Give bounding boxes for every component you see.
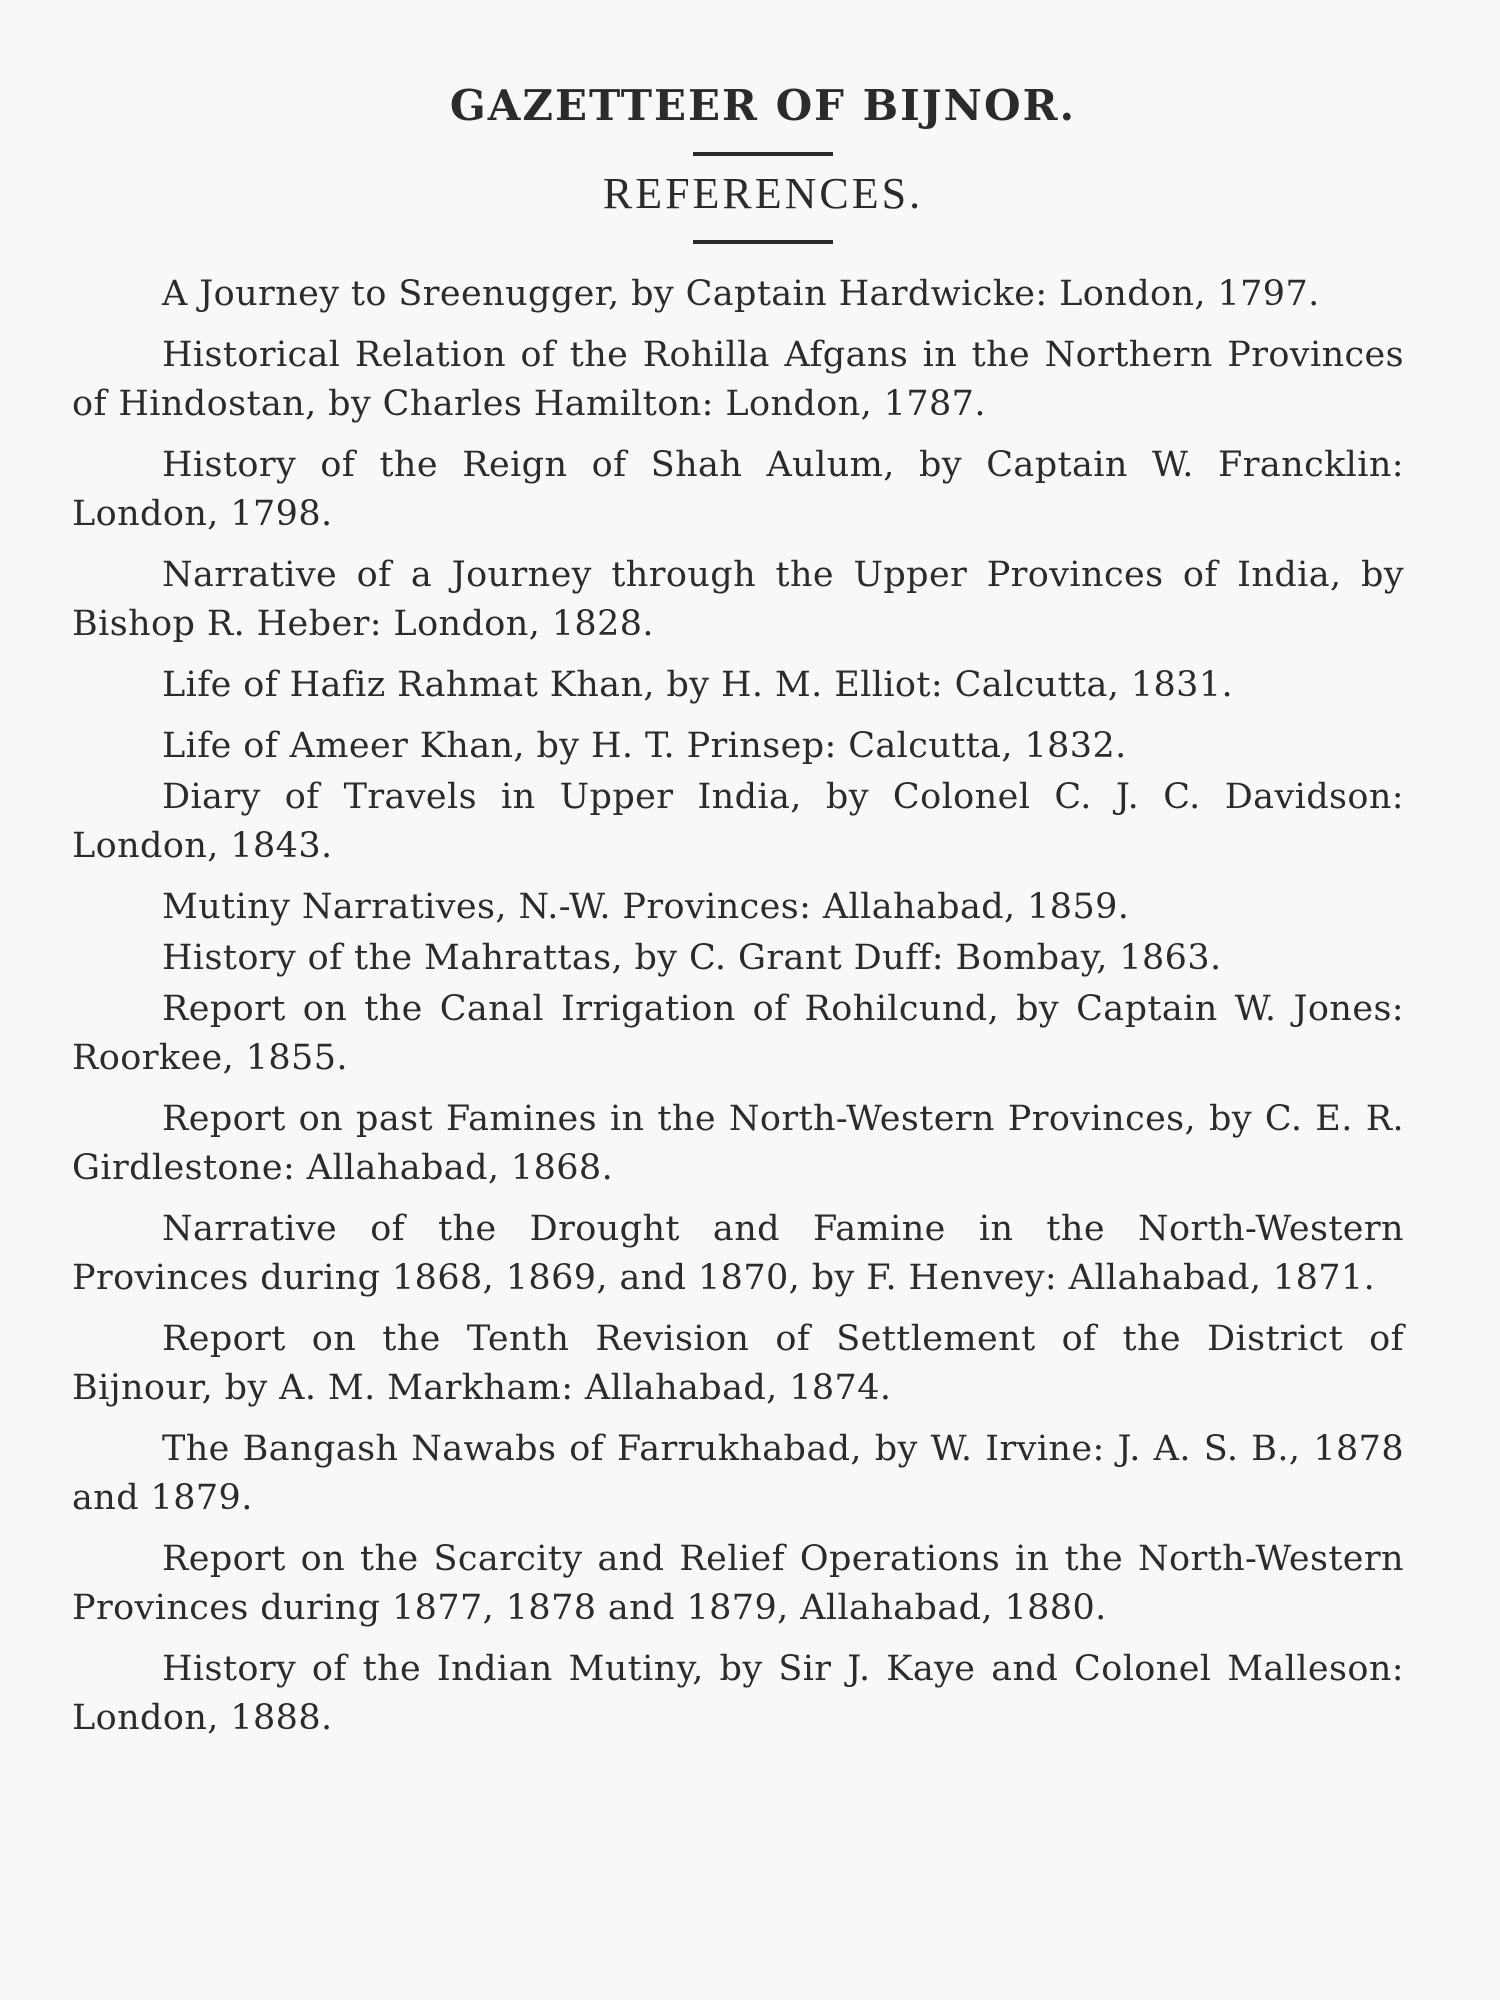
reference-item: History of the Reign of Shah Aulum, by Captain W. Francklin: London, 1798. bbox=[72, 445, 1404, 534]
section-divider bbox=[693, 240, 833, 244]
reference-item: Report on the Scarcity and Relief Operations in the North-Western Provinces during 1877, 1878 and 1879, Allahabad, 1880. bbox=[72, 1539, 1404, 1628]
reference-item: Report on past Famines in the North-Western Provinces, by C. E. R. Girdlestone: Allahabad, 1868. bbox=[72, 1099, 1404, 1188]
reference-item: Life of Ameer Khan, by H. T. Prinsep: Calcutta, 1832. bbox=[162, 726, 1127, 766]
reference-item: Narrative of a Journey through the Upper Provinces of India, by Bishop R. Heber: London, 1828. bbox=[72, 555, 1404, 644]
reference-item: Report on the Tenth Revision of Settlement of the District of Bijnour, by A. M. Markham: Allahabad, 1874. bbox=[72, 1319, 1404, 1408]
reference-item: Life of Hafiz Rahmat Khan, by H. M. Elliot: Calcutta, 1831. bbox=[162, 665, 1234, 705]
reference-item: Mutiny Narratives, N.-W. Provinces: Allahabad, 1859. bbox=[162, 887, 1130, 927]
reference-item: Narrative of the Drought and Famine in the North-Western Provinces during 1868, 1869, and 1870, by F. Henvey: Allahabad, 1871. bbox=[72, 1209, 1404, 1298]
section-heading: REFERENCES. bbox=[602, 169, 924, 218]
reference-item: History of the Mahrattas, by C. Grant Duff: Bombay, 1863. bbox=[162, 938, 1222, 978]
title-divider bbox=[693, 152, 833, 156]
reference-list bbox=[72, 270, 1404, 1743]
reference-item: Diary of Travels in Upper India, by Colonel C. J. C. Davidson: London, 1843. bbox=[72, 777, 1404, 866]
reference-item: History of the Indian Mutiny, by Sir J. Kaye and Colonel Malleson: London, 1888. bbox=[72, 1649, 1404, 1738]
reference-item: A Journey to Sreenugger, by Captain Hardwicke: London, 1797. bbox=[162, 274, 1320, 314]
reference-item: Historical Relation of the Rohilla Afgans in the Northern Provinces of Hindostan, by Charles Hamilton: London, 1787. bbox=[72, 335, 1404, 424]
reference-item: The Bangash Nawabs of Farrukhabad, by W. Irvine: J. A. S. B., 1878 and 1879. bbox=[72, 1429, 1404, 1518]
page-title: GAZETTEER OF BIJNOR. bbox=[449, 81, 1077, 130]
reference-item: Report on the Canal Irrigation of Rohilcund, by Captain W. Jones: Roorkee, 1855. bbox=[72, 989, 1404, 1078]
